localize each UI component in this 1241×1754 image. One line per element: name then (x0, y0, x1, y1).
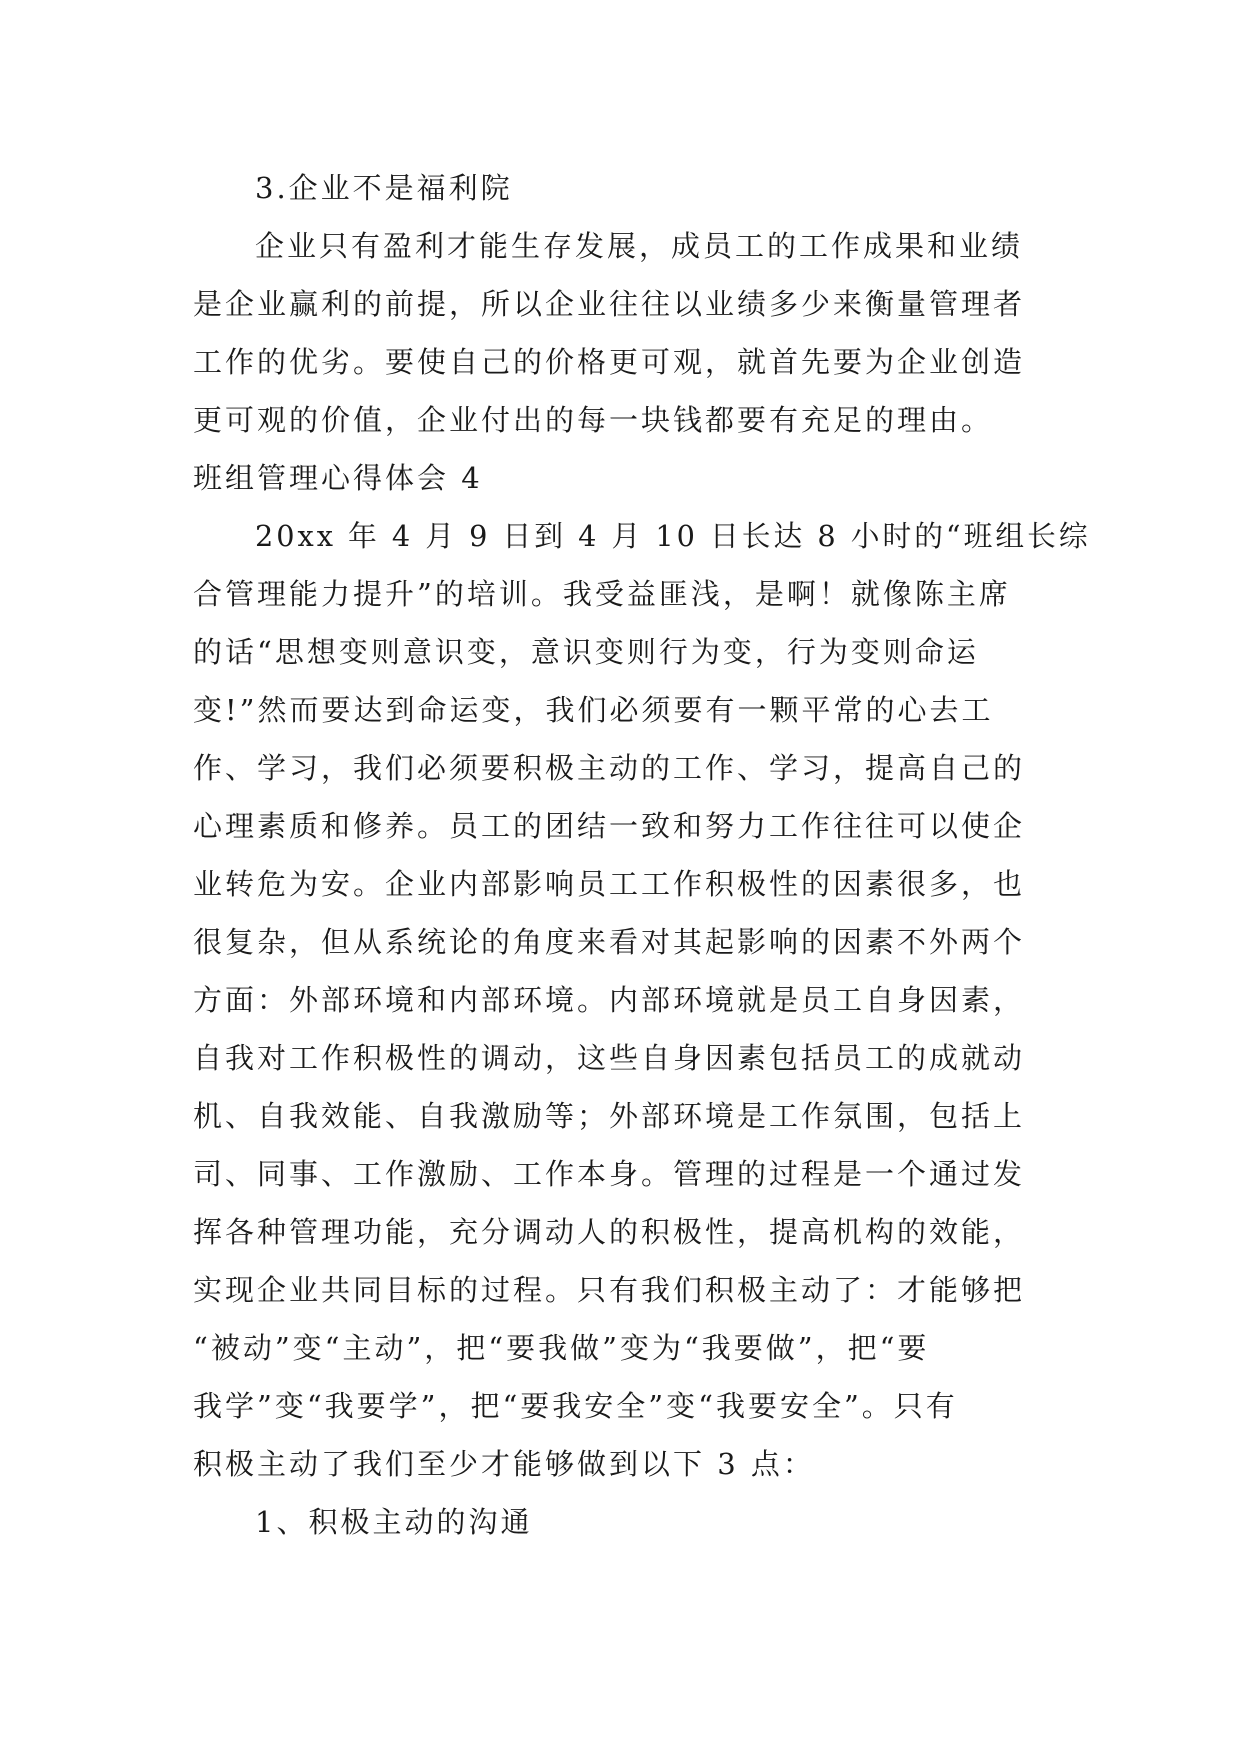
paragraph-line: 企业只有盈利才能生存发展，成员工的工作成果和业绩 (255, 229, 1024, 263)
paragraph-line: 20xx 年 4 月 9 日到 4 月 10 日长达 8 小时的“班组长综 (255, 519, 1091, 553)
paragraph-line: 作、学习，我们必须要积极主动的工作、学习，提高自己的 (193, 751, 1026, 785)
paragraph-line: 方面：外部环境和内部环境。内部环境就是员工自身因素， (193, 983, 1026, 1017)
paragraph-line: 很复杂，但从系统论的角度来看对其起影响的因素不外两个 (193, 925, 1026, 959)
paragraph-line: 是企业赢利的前提，所以企业往往以业绩多少来衡量管理者 (193, 287, 1026, 321)
paragraph-line: 机、自我效能、自我激励等；外部环境是工作氛围，包括上 (193, 1099, 1026, 1133)
paragraph-line: 变!”然而要达到命运变，我们必须要有一颗平常的心去工 (193, 693, 994, 727)
document-title: 班组管理心得体会 4 (193, 461, 483, 495)
paragraph-line: “被动”变“主动”，把“要我做”变为“我要做”，把“要 (193, 1331, 930, 1365)
section-heading-3: 3.企业不是福利院 (255, 171, 513, 205)
paragraph-line: 的话“思想变则意识变，意识变则行为变，行为变则命运 (193, 635, 979, 669)
paragraph-line: 我学”变“我要学”，把“要我安全”变“我要安全”。只有 (193, 1389, 958, 1423)
paragraph-line: 挥各种管理功能，充分调动人的积极性，提高机构的效能， (193, 1215, 1026, 1249)
paragraph-line: 更可观的价值，企业付出的每一块钱都要有充足的理由。 (193, 403, 994, 437)
paragraph-line: 业转危为安。企业内部影响员工工作积极性的因素很多，也 (193, 867, 1026, 901)
paragraph-line: 合管理能力提升”的培训。我受益匪浅，是啊！就像陈主席 (193, 577, 1011, 611)
paragraph-line: 工作的优劣。要使自己的价格更可观，就首先要为企业创造 (193, 345, 1026, 379)
list-item-heading: 1、积极主动的沟通 (255, 1505, 533, 1539)
paragraph-line: 心理素质和修养。员工的团结一致和努力工作往往可以使企 (193, 809, 1026, 843)
paragraph-line: 自我对工作积极性的调动，这些自身因素包括员工的成就动 (193, 1041, 1026, 1075)
paragraph-line: 积极主动了我们至少才能够做到以下 3 点： (193, 1447, 815, 1481)
paragraph-line: 司、同事、工作激励、工作本身。管理的过程是一个通过发 (193, 1157, 1026, 1191)
paragraph-line: 实现企业共同目标的过程。只有我们积极主动了：才能够把 (193, 1273, 1026, 1307)
